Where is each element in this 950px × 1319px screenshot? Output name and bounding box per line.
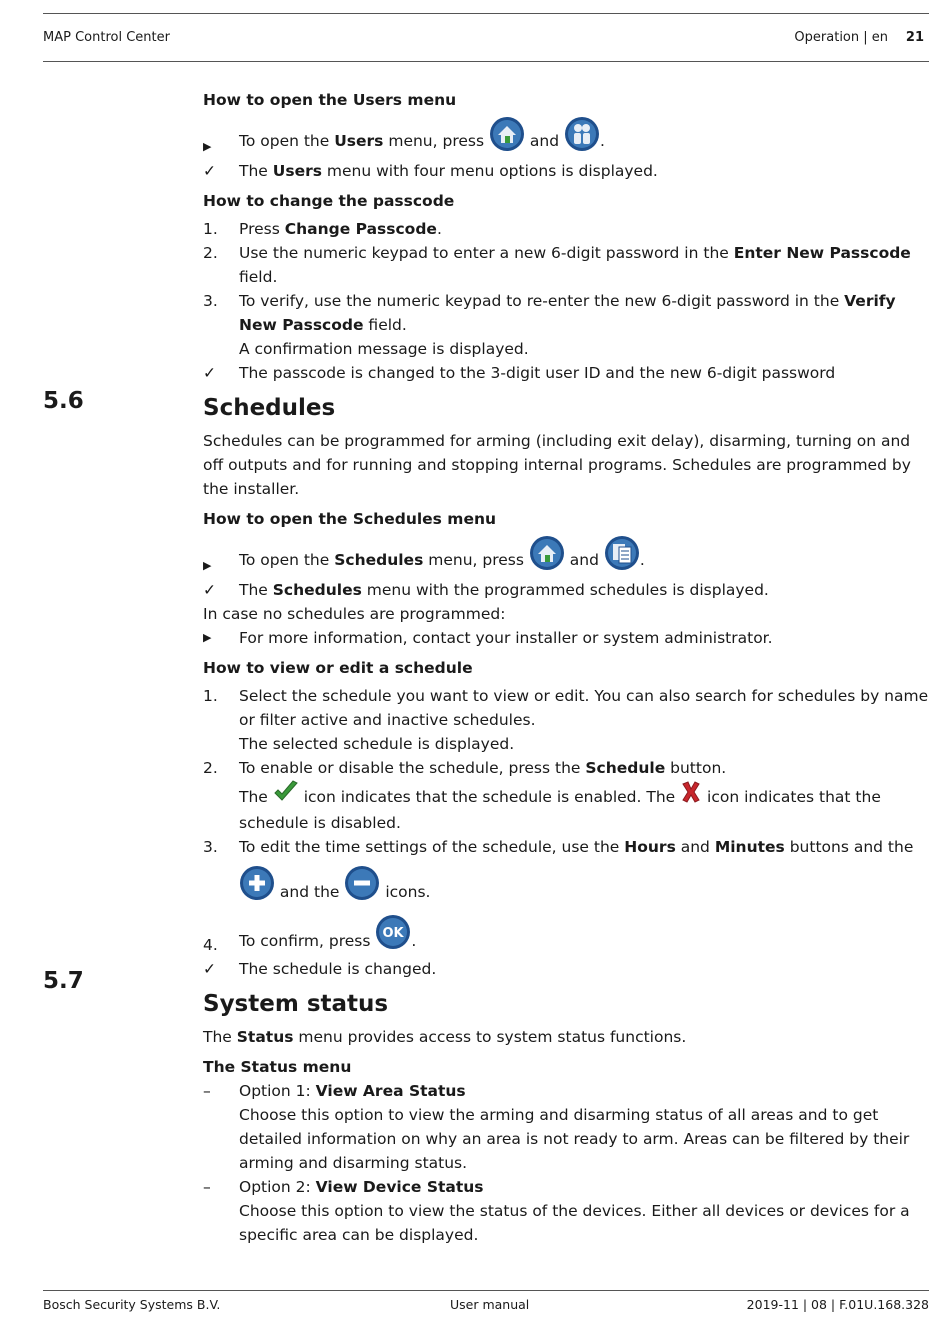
users-step: ▶ To open the Users menu, press and . bbox=[203, 116, 930, 159]
passcode-heading: How to change the passcode bbox=[203, 192, 455, 210]
cross-icon bbox=[680, 780, 702, 811]
schedules-intro: Schedules can be programmed for arming (including exit delay), disarming, turning on and off outputs and for running and stopping internal programs. Schedules are programmed by the installer. bbox=[203, 432, 911, 498]
home-icon bbox=[489, 116, 525, 159]
section-number-5-7: 5.7 bbox=[43, 968, 84, 994]
status-intro: The Status menu provides access to system status functions. bbox=[203, 1028, 687, 1046]
checkmark-icon: ✓ bbox=[203, 162, 216, 180]
users-heading: How to open the Users menu bbox=[203, 91, 457, 109]
schedules-edit-step-4: 4. To confirm, press OK . bbox=[203, 914, 930, 957]
users-result: ✓ The Users menu with four menu options is displayed. bbox=[203, 159, 930, 183]
page-content bbox=[203, 88, 930, 1247]
schedules-none-text: In case no schedules are programmed: bbox=[203, 605, 506, 623]
passcode-result: ✓ The passcode is changed to the 3-digit user ID and the new 6-digit password bbox=[203, 361, 930, 385]
action-arrow-icon: ▶ bbox=[203, 559, 212, 572]
checkmark-icon: ✓ bbox=[203, 581, 216, 599]
minus-icon bbox=[344, 865, 380, 908]
checkmark-icon: ✓ bbox=[203, 364, 216, 382]
check-icon bbox=[273, 780, 299, 811]
status-menu-heading: The Status menu bbox=[203, 1058, 352, 1076]
users-icon bbox=[564, 116, 600, 159]
header-bottom-rule bbox=[43, 61, 929, 62]
section-title-system-status: System status bbox=[203, 991, 389, 1017]
schedules-edit-heading: How to view or edit a schedule bbox=[203, 659, 473, 677]
header-section: Operation | en bbox=[794, 30, 888, 45]
schedules-none-step: ▶ For more information, contact your installer or system administrator. bbox=[203, 626, 930, 650]
footer-company: Bosch Security Systems B.V. bbox=[43, 1297, 221, 1312]
schedules-open-heading: How to open the Schedules menu bbox=[203, 510, 497, 528]
schedules-edit-step-3: 3. To edit the time settings of the schedule, use the Hours and Minutes buttons and the and the icons. bbox=[203, 835, 930, 908]
schedules-open-result: ✓ The Schedules menu with the programmed schedules is displayed. bbox=[203, 578, 930, 602]
ok-icon bbox=[375, 914, 411, 957]
footer-doc-type: User manual bbox=[450, 1297, 530, 1312]
schedules-edit-step-1: 1. Select the schedule you want to view or edit. You can also search for schedules by name or filter active and inactive schedules. The selected schedule is displayed. bbox=[203, 687, 929, 753]
footer-doc-ref: 2019-11 | 08 | F.01U.168.328 bbox=[746, 1297, 929, 1312]
passcode-step-1: 1. Press Change Passcode. bbox=[203, 220, 442, 238]
section-number-5-6: 5.6 bbox=[43, 388, 84, 414]
passcode-step-3: 3. To verify, use the numeric keypad to re-enter the new 6-digit password in the Verify New Passcode field. A confirmation message is displayed. bbox=[203, 292, 896, 358]
passcode-step-2: 2. Use the numeric keypad to enter a new 6-digit password in the Enter New Passcode field. bbox=[203, 244, 911, 286]
status-option-2: – Option 2: View Device Status Choose this option to view the status of the devices. Either all devices or devices for a specific area can be displayed. bbox=[203, 1178, 910, 1244]
status-option-1: – Option 1: View Area Status Choose this option to view the arming and disarming status of all areas and to get detailed information on why an area is not ready to arm. Areas can be filtered by their arming and disarming status. bbox=[203, 1082, 910, 1172]
plus-icon bbox=[239, 865, 275, 908]
page-number: 21 bbox=[905, 30, 924, 45]
header-title: MAP Control Center bbox=[43, 30, 170, 45]
schedules-edit-step-2: 2. To enable or disable the schedule, press the Schedule button. The icon indicates that the schedule is enabled. The icon indicates that the schedule is disabled. bbox=[203, 759, 881, 832]
schedules-open-step: ▶ To open the Schedules menu, press and . bbox=[203, 535, 930, 578]
schedules-edit-result: ✓ The schedule is changed. bbox=[203, 957, 930, 981]
home-icon bbox=[529, 535, 565, 578]
header-top-rule bbox=[43, 13, 929, 14]
section-title-schedules: Schedules bbox=[203, 395, 336, 421]
schedules-icon bbox=[604, 535, 640, 578]
footer-rule bbox=[43, 1290, 929, 1291]
checkmark-icon: ✓ bbox=[203, 960, 216, 978]
action-arrow-icon: ▶ bbox=[203, 140, 212, 153]
svg-text:OK: OK bbox=[382, 926, 404, 941]
action-arrow-icon: ▶ bbox=[203, 631, 212, 644]
